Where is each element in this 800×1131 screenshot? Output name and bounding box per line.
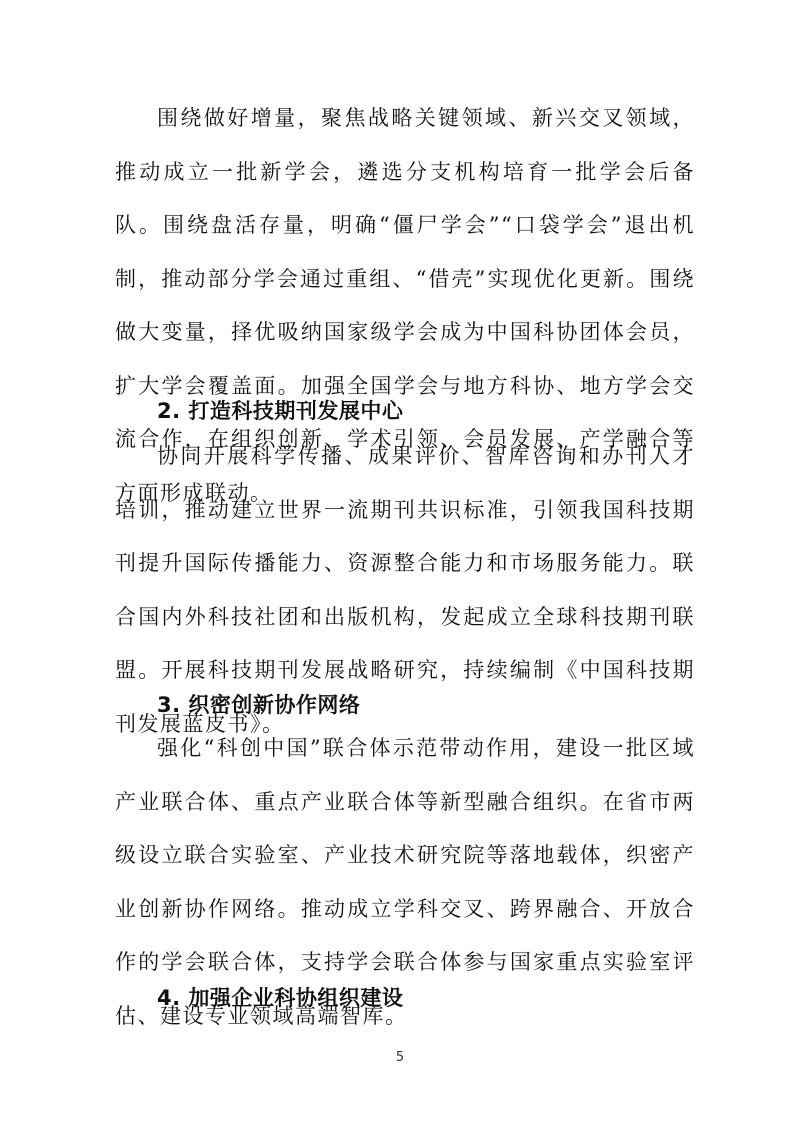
body-paragraph: 协同开展科学传播、成果评价、智库咨询和办刊人才培训，推动建立世界一流期刊共识标准，引领我国科技期刊提升国际传播能力、资源整合能力和市场服务能力。联合国内外科技社团和出版机构，发起成立全球科技期刊联盟。开展科技期刊发展战略研究，持续编制《中国科技期刊发展蓝皮书》。: [115, 444, 695, 736]
body-paragraph: 围绕做好增量，聚焦战略关键领域、新兴交叉领域，推动成立一批新学会，遴选分支机构培育一批学会后备队。围绕盘活存量，明确“僵尸学会”“口袋学会”退出机制，推动部分学会通过重组、“借壳”实现优化更新。围绕做大变量，择优吸纳国家级学会成为中国科协团体会员，扩大学会覆盖面。加强全国学会与地方科协、地方学会交流合作，在组织创新、学术引领、会员发展、产学融合等方面形成联动。: [115, 106, 695, 505]
page-number: 5: [395, 1050, 405, 1065]
section-heading: 4. 加强企业科协组织建设: [157, 986, 404, 1010]
body-paragraph: 强化“科创中国”联合体示范带动作用，建设一批区域产业联合体、重点产业联合体等新型融合组织。在省市两级设立联合实验室、产业技术研究院等落地载体，织密产业创新协作网络。推动成立学科交叉、跨界融合、开放合作的学会联合体，支持学会联合体参与国家重点实验室评估、建设专业领域高端智库。: [115, 736, 695, 1028]
section-heading: 2. 打造科技期刊发展中心: [157, 399, 404, 423]
section-heading: 3. 织密创新协作网络: [157, 693, 361, 717]
